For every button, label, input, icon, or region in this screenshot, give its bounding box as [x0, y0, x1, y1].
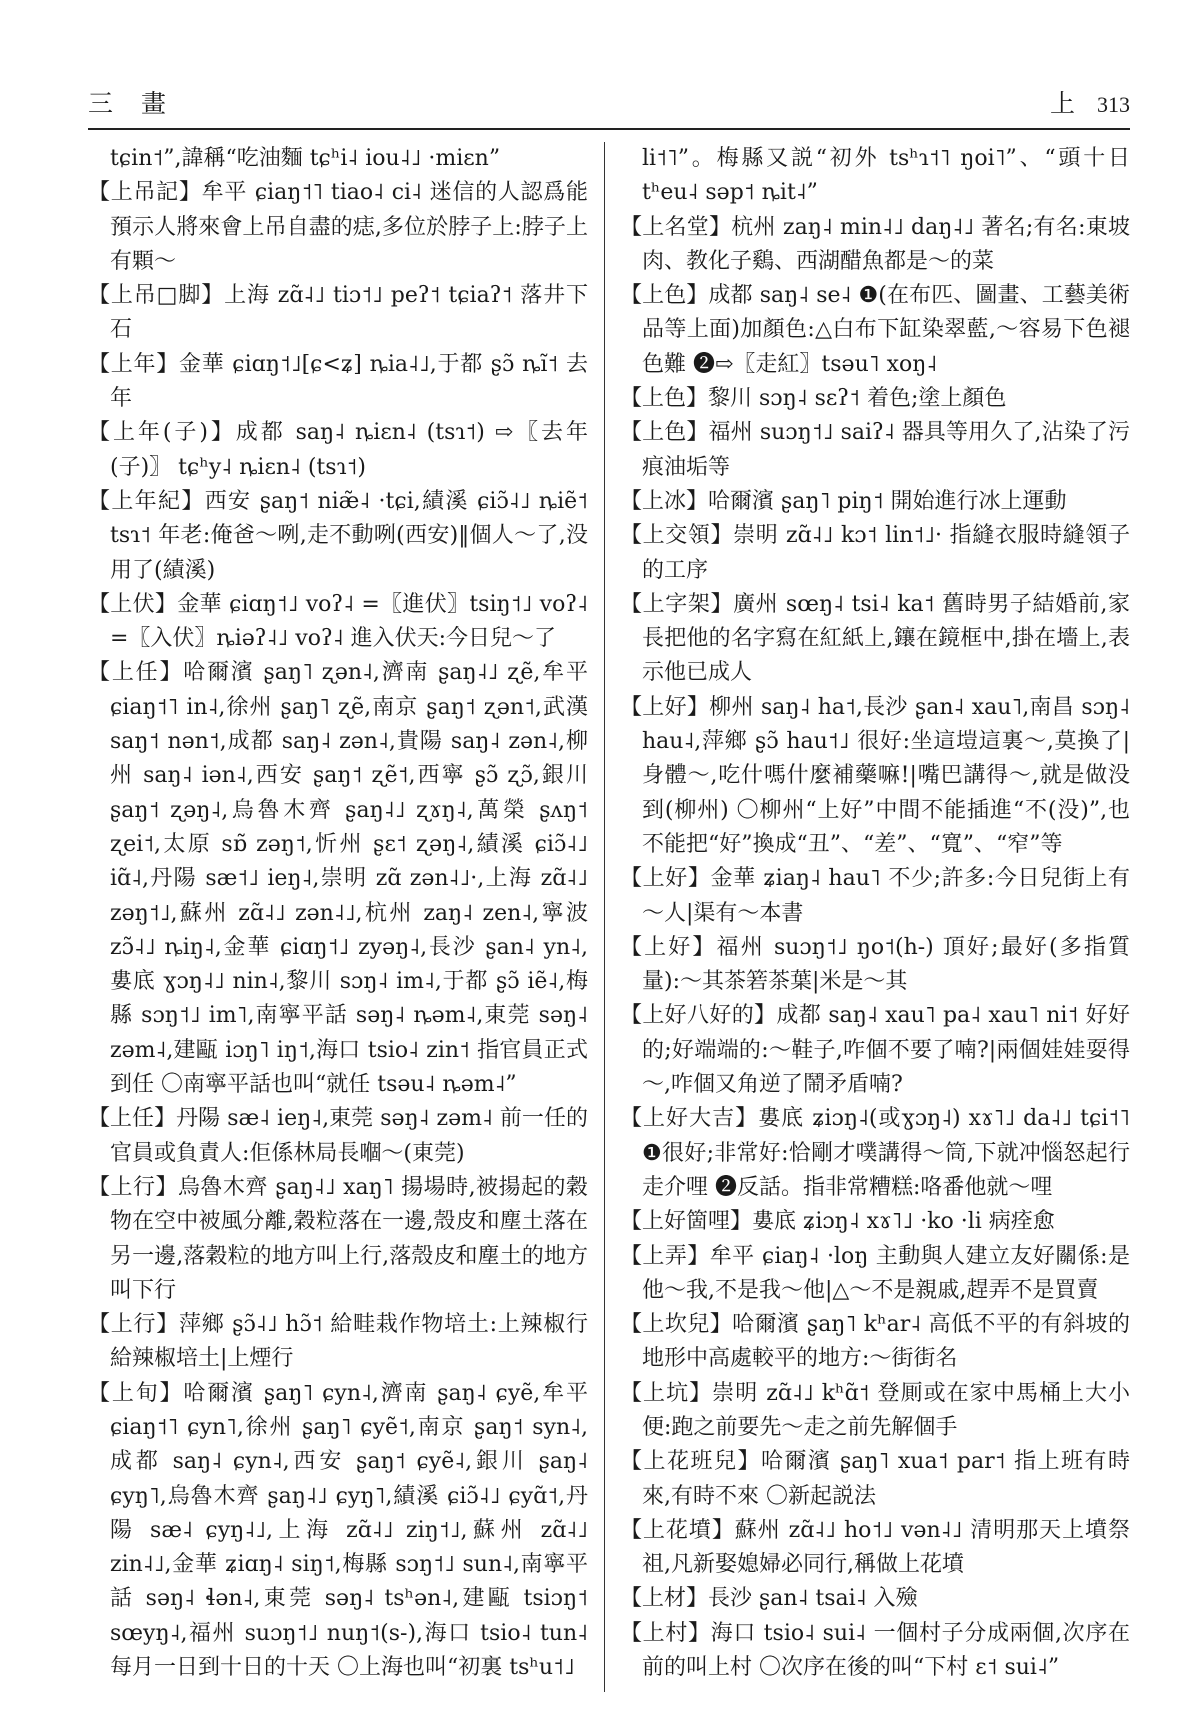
page-number: 313: [1097, 92, 1130, 117]
dictionary-entry: 【上好八好的】成都 saŋ˨ xau˥ pa˨ xau˥ ni˦ 好好的;好端端的:～鞋子,咋個不要了喃?|兩個娃娃耍得～,咋個又角逆了鬧矛盾喃?: [620, 1003, 1130, 1098]
dictionary-entry: 【上交領】崇明 zɑ̃˨˩ kɔ˦ lin˦˩· 指縫衣服時縫領子的工序: [620, 523, 1130, 583]
section-title: 三 畫: [88, 89, 176, 118]
dictionary-entry: 【上好箇哩】婁底 ʑiɔŋ˨ xɤ˥˩ ·ko ·li 病痊愈: [620, 1209, 1055, 1235]
dictionary-entry: 【上年】金華 ɕiɑŋ˦˩[ɕ<ʑ] ȵia˨˩,于都 ʂɔ̃ ȵĩ˦ 去年: [88, 351, 588, 412]
left-column: [88, 142, 588, 1685]
dictionary-entry: 【上年(子)】成都 saŋ˨ ȵiɛn˨ (tsɿ˦) ⇨〖去年(子)〗 tɕʰy˨ ȵiɛn˨ (tsɿ˦): [88, 420, 588, 480]
dictionary-entry: 【上坎兒】哈爾濱 ʂaŋ˥ kʰar˨ 高低不平的有斜坡的地形中高處較平的地方:～街街名: [620, 1312, 1130, 1372]
dictionary-entry: 【上村】海口 tsio˨ sui˨ 一個村子分成兩個,次序在前的叫上村 〇次序在後的叫“下村 ɛ˦ sui˨”: [620, 1620, 1130, 1681]
dictionary-entry: 【上好】金華 ʑiaŋ˨ hau˥ 不少;許多:今日兒街上有～人|渠有～本書: [620, 866, 1130, 926]
running-head: [1050, 84, 1130, 120]
dictionary-entry: 【上花班兒】哈爾濱 ʂaŋ˥ xua˦ par˦ 指上班有時來,有時不來 〇新起説法: [620, 1449, 1130, 1509]
entry-continuation: li˦˥”。梅縣又説“初外 tsʰɿ˦˥ ŋoi˥”、“頭十日 tʰeu˨ səp˦ ȵit˨”: [642, 146, 1130, 206]
head-char: 上: [1049, 89, 1075, 118]
dictionary-entry: 【上任】哈爾濱 ʂaŋ˥ ʐən˨,濟南 ʂaŋ˨˩ ʐẽ,牟平 ɕiaŋ˦˥ in˨,徐州 ʂaŋ˥ ʐẽ,南京 ʂaŋ˦ ʐən˦,武漢 saŋ˦ nən˦,成都 saŋ˨ zən˨,貴陽 saŋ˨ zən˨,柳州 saŋ˨ iən˨,西安 ʂaŋ˦ ʐẽ˦,西寧 ʂɔ̃ ʐɔ̃,銀川 ʂaŋ˦ ʐəŋ˨,烏魯木齊 ʂaŋ˨˩ ʐɤŋ˨,萬榮 ʂʌŋ˦ ʐei˦,太原 sɒ̃ zəŋ˦,忻州 ʂɛ˦ ʐəŋ˨,績溪 ɕiɔ̃˨˩ iɑ̃˨,丹陽 sæ˦˩ ieŋ˨,崇明 zɑ̃ zən˨˩·,上海 zɑ̃˨˩ zəŋ˦˩,蘇州 zɑ̃˨˩ zən˨˩,杭州 zaŋ˨ zen˨,寧波 zɔ̃˨˩ ȵiŋ˨,金華 ɕiɑŋ˦˩ zyəŋ˨,長沙 ʂan˨ yn˨,婁底 ɣɔŋ˨˩ nin˨,黎川 sɔŋ˨ im˨,于都 ʂɔ̃ iẽ˨,梅縣 sɔŋ˦˩ im˥,南寧平話 səŋ˨ ȵəm˨,東莞 səŋ˨ zəm˨,建甌 iɔŋ˥ iŋ˦,海口 tsio˨ zin˦ 指官員正式到任 〇南寧平話也叫“就任 tsəu˨ ȵəm˨”: [88, 660, 588, 1098]
dictionary-entry: 【上吊記】牟平 ɕiaŋ˦˥ tiao˨ ci˨ 迷信的人認爲能預示人將來會上吊自盡的痣,多位於脖子上:脖子上有顆～: [88, 180, 588, 274]
dictionary-entry: 【上弄】牟平 ɕiaŋ˨ ·loŋ 主動與人建立友好關係:是他～我,不是我～他|△～不是親戚,趕弄不是買賣: [620, 1243, 1130, 1303]
dictionary-entry: 【上色】成都 saŋ˨ se˨ ❶(在布匹、圖畫、工藝美術品等上面)加顏色:△白布下缸染翠藍,～容易下色褪色難 ❷⇨〖走紅〗tsəu˥ xoŋ˨: [620, 283, 1130, 377]
dictionary-entry: 【上好】福州 suɔŋ˦˩ ŋo˦(h-) 頂好;最好(多指質量):～其茶箬茶葉|米是～其: [620, 934, 1130, 995]
dictionary-entry: 【上好大吉】婁底 ʑiɔŋ˨(或ɣɔŋ˨) xɤ˥˩ da˨˩ tɕi˦˥ ❶很好;非常好:恰剛才噗講得～筒,下就冲惱怒起行走介哩 ❷反話。指非常糟糕:咯番他就～哩: [620, 1106, 1130, 1200]
dictionary-entry: 【上年紀】西安 ʂaŋ˦ niæ̃˨ ·tɕi,績溪 ɕiɔ̃˨˩ ȵiẽ˦ tsɿ˦ 年老:俺爸～咧,走不動咧(西安)‖個人～了,没用了(績溪): [88, 488, 588, 583]
dictionary-entry: 【上名堂】杭州 zaŋ˨ min˨˩ daŋ˨˩ 著名;有名:東坡肉、教化子鷄、西湖醋魚都是～的菜: [620, 214, 1130, 274]
dictionary-entry: 【上字架】廣州 sœŋ˨ tsi˨ ka˦ 舊時男子結婚前,家長把他的名字寫在紅紙上,鑲在鏡框中,掛在墻上,表示他已成人: [620, 591, 1130, 686]
page-header: [88, 84, 1130, 130]
column-divider: [604, 142, 605, 1692]
dictionary-entry: 【上色】黎川 sɔŋ˨ sɛʔ˦ 着色;塗上顏色: [620, 386, 1007, 412]
dictionary-entry: 【上材】長沙 ʂan˨ tsai˨ 入殮: [620, 1586, 918, 1612]
dictionary-entry: 【上好】柳州 saŋ˨ ha˦,長沙 ʂan˨ xau˥,南昌 sɔŋ˨ hau˨,萍鄉 ʂɔ̃ hau˦˩ 很好:坐這塏這裏～,莫換了|身體～,吃什嗎什麼補藥嘛!|嘴巴講得～,就是做没到(柳州) 〇柳州“上好”中間不能插進“不(没)”,也不能把“好”換成“丑”、“差”、“寬”、“窄”等: [620, 694, 1130, 857]
dictionary-entry: 【上伏】金華 ɕiɑŋ˦˩ voʔ˨ =〖進伏〗tsiŋ˦˩ voʔ˨ =〖入伏〗ȵiəʔ˨˩ voʔ˨ 進入伏天:今日兒～了: [88, 591, 588, 652]
dictionary-entry: 【上行】烏魯木齊 ʂaŋ˨˩ xaŋ˥ 揚場時,被揚起的穀物在空中被風分離,穀粒落在一邊,殼皮和塵土落在另一邊,落穀粒的地方叫上行,落殼皮和塵土的地方叫下行: [88, 1174, 588, 1303]
entry-continuation: tɕin˦”,諱稱“吃油麵 tɕʰi˨ iou˨˩ ·miɛn”: [110, 146, 501, 171]
dictionary-entry: 【上冰】哈爾濱 ʂaŋ˥ piŋ˦ 開始進行冰上運動: [620, 488, 1067, 514]
dictionary-entry: 【上坑】崇明 zɑ̃˨˩ kʰɑ̃˦ 登厠或在家中馬桶上大小便:跑之前要先～走之前先解個手: [620, 1380, 1130, 1440]
dictionary-entry: 【上色】福州 suɔŋ˦˩ saiʔ˨ 器具等用久了,沾染了污痕油垢等: [620, 420, 1130, 480]
right-column: [620, 142, 1130, 1685]
dictionary-entry: 【上吊□脚】上海 zɑ̃˨˩ tiɔ˦˩ peʔ˦ tɕiaʔ˦ 落井下石: [88, 283, 588, 343]
dictionary-entry: 【上旬】哈爾濱 ʂaŋ˥ ɕyn˨,濟南 ʂaŋ˨ ɕyẽ,牟平 ɕiaŋ˦˥ ɕyn˥,徐州 ʂaŋ˥ ɕyẽ˦,南京 ʂaŋ˦ syn˨,成都 saŋ˨ ɕyn˨,西安 ʂaŋ˦ ɕyẽ˨,銀川 ʂaŋ˨ ɕyŋ˥,烏魯木齊 ʂaŋ˨˩ ɕyŋ˥,績溪 ɕiɔ̃˨˩ ɕyɑ̃˦,丹陽 sæ˨ ɕyŋ˨˩,上海 zɑ̃˨˩ ziŋ˦˩,蘇州 zɑ̃˨˩ zin˨˩,金華 ʑiɑŋ˨ siŋ˦,梅縣 sɔŋ˦˩ sun˨,南寧平話 səŋ˨ ɬən˨,東莞 səŋ˨ tsʰən˨,建甌 tsiɔŋ˦ sœyŋ˨,福州 suɔŋ˦˩ nuŋ˦(s-),海口 tsio˨ tun˨ 每月一日到十日的十天 〇上海也叫“初裏 tsʰu˦˩: [88, 1380, 588, 1681]
dictionary-entry: 【上行】萍鄉 ʂɔ̃˨˩ hɔ̃˦ 給畦栽作物培土:上辣椒行給辣椒培土|上煙行: [88, 1312, 588, 1372]
dictionary-entry: 【上花墳】蘇州 zɑ̃˨˩ ho˦˩ vən˨˩ 清明那天上墳祭祖,凡新娶媳婦必同行,稱做上花墳: [620, 1517, 1130, 1578]
dictionary-entry: 【上任】丹陽 sæ˨ ieŋ˨,東莞 səŋ˨ zəm˨ 前一任的官員或負責人:佢係林局長嗰～(東莞): [88, 1106, 588, 1166]
